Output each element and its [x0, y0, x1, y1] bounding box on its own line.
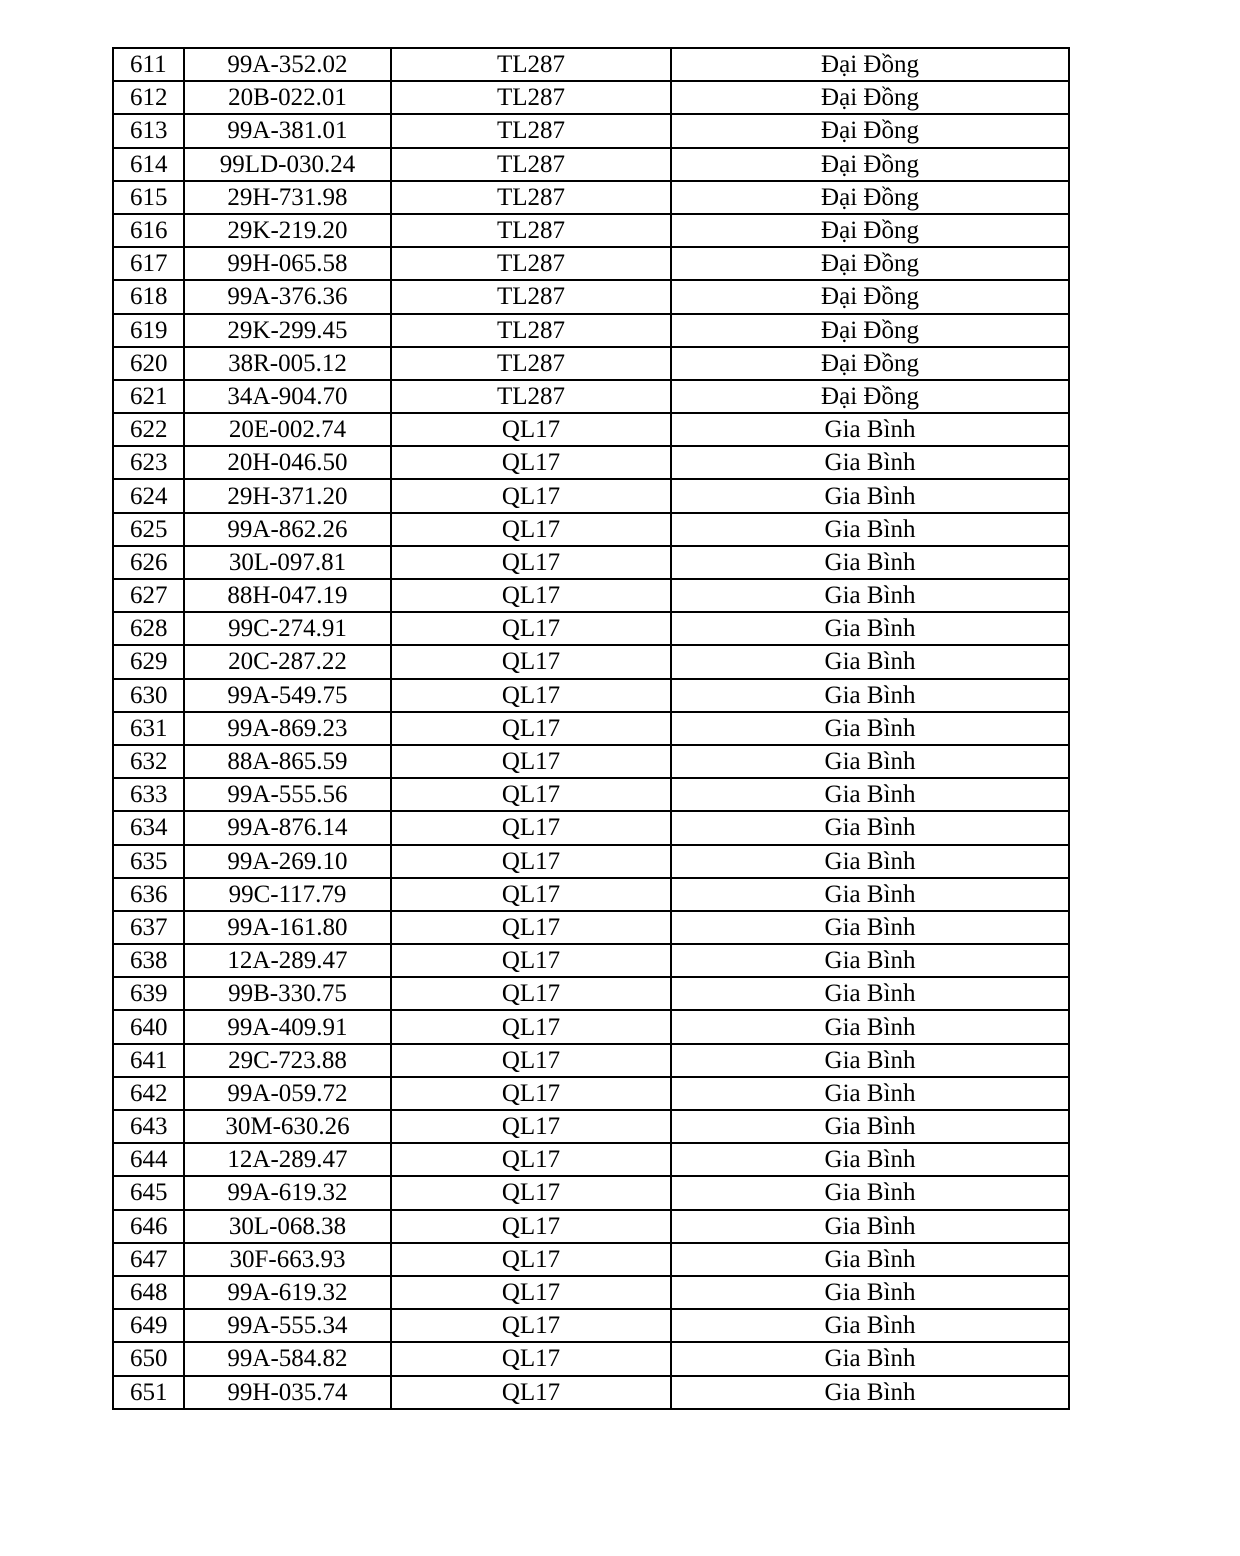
vehicle-table: [112, 47, 1070, 1410]
location-cell: Gia Bình: [671, 679, 1069, 712]
location-cell: Gia Bình: [671, 977, 1069, 1010]
license-plate-cell: 29H-371.20: [184, 479, 391, 512]
license-plate-cell: 99A-619.32: [184, 1276, 391, 1309]
road-cell: QL17: [391, 1143, 671, 1176]
road-cell: QL17: [391, 1276, 671, 1309]
road-cell: QL17: [391, 479, 671, 512]
table-row: [113, 944, 1069, 977]
location-cell: Đại Đồng: [671, 148, 1069, 181]
license-plate-cell: 99A-059.72: [184, 1077, 391, 1110]
table-row: [113, 214, 1069, 247]
row-number-cell: 645: [113, 1176, 184, 1209]
location-cell: Gia Bình: [671, 645, 1069, 678]
license-plate-cell: 30L-068.38: [184, 1210, 391, 1243]
location-cell: Đại Đồng: [671, 114, 1069, 147]
license-plate-cell: 99A-549.75: [184, 679, 391, 712]
license-plate-cell: 99A-862.26: [184, 513, 391, 546]
table-row: [113, 81, 1069, 114]
row-number-cell: 621: [113, 380, 184, 413]
row-number-cell: 648: [113, 1276, 184, 1309]
road-cell: TL287: [391, 114, 671, 147]
road-cell: TL287: [391, 347, 671, 380]
location-cell: Gia Bình: [671, 579, 1069, 612]
license-plate-cell: 99A-409.91: [184, 1010, 391, 1043]
license-plate-cell: 20C-287.22: [184, 645, 391, 678]
table-body: [113, 48, 1069, 1409]
row-number-cell: 612: [113, 81, 184, 114]
table-row: [113, 413, 1069, 446]
row-number-cell: 646: [113, 1210, 184, 1243]
location-cell: Gia Bình: [671, 479, 1069, 512]
row-number-cell: 637: [113, 911, 184, 944]
license-plate-cell: 20B-022.01: [184, 81, 391, 114]
row-number-cell: 611: [113, 48, 184, 81]
table-row: [113, 1077, 1069, 1110]
location-cell: Gia Bình: [671, 1044, 1069, 1077]
row-number-cell: 641: [113, 1044, 184, 1077]
road-cell: QL17: [391, 1342, 671, 1375]
row-number-cell: 632: [113, 745, 184, 778]
location-cell: Đại Đồng: [671, 280, 1069, 313]
table-row: [113, 745, 1069, 778]
road-cell: QL17: [391, 911, 671, 944]
location-cell: Gia Bình: [671, 446, 1069, 479]
row-number-cell: 649: [113, 1309, 184, 1342]
license-plate-cell: 99H-065.58: [184, 247, 391, 280]
table-row: [113, 380, 1069, 413]
license-plate-cell: 99A-555.34: [184, 1309, 391, 1342]
location-cell: Đại Đồng: [671, 181, 1069, 214]
table-row: [113, 1210, 1069, 1243]
license-plate-cell: 20E-002.74: [184, 413, 391, 446]
road-cell: QL17: [391, 811, 671, 844]
table-row: [113, 114, 1069, 147]
table-row: [113, 347, 1069, 380]
row-number-cell: 643: [113, 1110, 184, 1143]
row-number-cell: 616: [113, 214, 184, 247]
road-cell: TL287: [391, 181, 671, 214]
license-plate-cell: 29C-723.88: [184, 1044, 391, 1077]
location-cell: Đại Đồng: [671, 347, 1069, 380]
location-cell: Gia Bình: [671, 1309, 1069, 1342]
license-plate-cell: 99A-376.36: [184, 280, 391, 313]
road-cell: QL17: [391, 579, 671, 612]
row-number-cell: 615: [113, 181, 184, 214]
license-plate-cell: 99B-330.75: [184, 977, 391, 1010]
row-number-cell: 630: [113, 679, 184, 712]
location-cell: Gia Bình: [671, 1210, 1069, 1243]
license-plate-cell: 12A-289.47: [184, 1143, 391, 1176]
location-cell: Đại Đồng: [671, 214, 1069, 247]
road-cell: QL17: [391, 977, 671, 1010]
location-cell: Gia Bình: [671, 811, 1069, 844]
road-cell: QL17: [391, 1243, 671, 1276]
location-cell: Gia Bình: [671, 1143, 1069, 1176]
road-cell: TL287: [391, 380, 671, 413]
road-cell: QL17: [391, 1110, 671, 1143]
table-row: [113, 546, 1069, 579]
row-number-cell: 650: [113, 1342, 184, 1375]
road-cell: QL17: [391, 845, 671, 878]
license-plate-cell: 99A-584.82: [184, 1342, 391, 1375]
table-row: [113, 314, 1069, 347]
road-cell: TL287: [391, 247, 671, 280]
location-cell: Đại Đồng: [671, 314, 1069, 347]
location-cell: Đại Đồng: [671, 380, 1069, 413]
road-cell: QL17: [391, 778, 671, 811]
table-row: [113, 1276, 1069, 1309]
road-cell: QL17: [391, 679, 671, 712]
table-row: [113, 878, 1069, 911]
row-number-cell: 639: [113, 977, 184, 1010]
row-number-cell: 644: [113, 1143, 184, 1176]
location-cell: Đại Đồng: [671, 48, 1069, 81]
road-cell: TL287: [391, 280, 671, 313]
road-cell: QL17: [391, 745, 671, 778]
table-row: [113, 612, 1069, 645]
row-number-cell: 617: [113, 247, 184, 280]
license-plate-cell: 20H-046.50: [184, 446, 391, 479]
license-plate-cell: 29K-219.20: [184, 214, 391, 247]
table-row: [113, 977, 1069, 1010]
location-cell: Gia Bình: [671, 1376, 1069, 1409]
location-cell: Gia Bình: [671, 1243, 1069, 1276]
row-number-cell: 626: [113, 546, 184, 579]
location-cell: Gia Bình: [671, 944, 1069, 977]
road-cell: QL17: [391, 1010, 671, 1043]
row-number-cell: 633: [113, 778, 184, 811]
table-row: [113, 280, 1069, 313]
row-number-cell: 625: [113, 513, 184, 546]
table-row: [113, 679, 1069, 712]
table-row: [113, 446, 1069, 479]
license-plate-cell: 99A-555.56: [184, 778, 391, 811]
location-cell: Gia Bình: [671, 712, 1069, 745]
road-cell: QL17: [391, 1376, 671, 1409]
road-cell: QL17: [391, 413, 671, 446]
row-number-cell: 620: [113, 347, 184, 380]
license-plate-cell: 34A-904.70: [184, 380, 391, 413]
road-cell: QL17: [391, 612, 671, 645]
location-cell: Gia Bình: [671, 612, 1069, 645]
license-plate-cell: 99A-869.23: [184, 712, 391, 745]
location-cell: Đại Đồng: [671, 81, 1069, 114]
row-number-cell: 624: [113, 479, 184, 512]
license-plate-cell: 38R-005.12: [184, 347, 391, 380]
license-plate-cell: 99H-035.74: [184, 1376, 391, 1409]
row-number-cell: 631: [113, 712, 184, 745]
row-number-cell: 618: [113, 280, 184, 313]
road-cell: QL17: [391, 546, 671, 579]
location-cell: Gia Bình: [671, 778, 1069, 811]
table-row: [113, 247, 1069, 280]
table-row: [113, 645, 1069, 678]
license-plate-cell: 99A-269.10: [184, 845, 391, 878]
table-row: [113, 1309, 1069, 1342]
license-plate-cell: 99C-117.79: [184, 878, 391, 911]
road-cell: TL287: [391, 148, 671, 181]
table-row: [113, 513, 1069, 546]
row-number-cell: 613: [113, 114, 184, 147]
road-cell: QL17: [391, 1309, 671, 1342]
table-row: [113, 1010, 1069, 1043]
road-cell: QL17: [391, 1210, 671, 1243]
table-row: [113, 1243, 1069, 1276]
location-cell: Gia Bình: [671, 911, 1069, 944]
road-cell: TL287: [391, 314, 671, 347]
table-row: [113, 579, 1069, 612]
table-row: [113, 845, 1069, 878]
row-number-cell: 614: [113, 148, 184, 181]
road-cell: QL17: [391, 712, 671, 745]
location-cell: Gia Bình: [671, 845, 1069, 878]
license-plate-cell: 99A-161.80: [184, 911, 391, 944]
row-number-cell: 642: [113, 1077, 184, 1110]
table-row: [113, 1044, 1069, 1077]
table-row: [113, 1176, 1069, 1209]
road-cell: QL17: [391, 513, 671, 546]
license-plate-cell: 99LD-030.24: [184, 148, 391, 181]
road-cell: QL17: [391, 944, 671, 977]
table-row: [113, 811, 1069, 844]
table-row: [113, 1376, 1069, 1409]
road-cell: QL17: [391, 446, 671, 479]
row-number-cell: 635: [113, 845, 184, 878]
location-cell: Gia Bình: [671, 878, 1069, 911]
location-cell: Gia Bình: [671, 513, 1069, 546]
row-number-cell: 628: [113, 612, 184, 645]
table-row: [113, 911, 1069, 944]
license-plate-cell: 88H-047.19: [184, 579, 391, 612]
row-number-cell: 651: [113, 1376, 184, 1409]
table-row: [113, 148, 1069, 181]
license-plate-cell: 99A-381.01: [184, 114, 391, 147]
road-cell: QL17: [391, 1176, 671, 1209]
location-cell: Gia Bình: [671, 1176, 1069, 1209]
table-row: [113, 181, 1069, 214]
row-number-cell: 629: [113, 645, 184, 678]
location-cell: Gia Bình: [671, 413, 1069, 446]
table-row: [113, 48, 1069, 81]
table-row: [113, 1143, 1069, 1176]
license-plate-cell: 29K-299.45: [184, 314, 391, 347]
location-cell: Gia Bình: [671, 1077, 1069, 1110]
location-cell: Gia Bình: [671, 546, 1069, 579]
table-row: [113, 778, 1069, 811]
location-cell: Gia Bình: [671, 1110, 1069, 1143]
table-row: [113, 712, 1069, 745]
road-cell: TL287: [391, 48, 671, 81]
license-plate-cell: 29H-731.98: [184, 181, 391, 214]
location-cell: Đại Đồng: [671, 247, 1069, 280]
row-number-cell: 619: [113, 314, 184, 347]
row-number-cell: 638: [113, 944, 184, 977]
location-cell: Gia Bình: [671, 1276, 1069, 1309]
license-plate-cell: 99A-876.14: [184, 811, 391, 844]
row-number-cell: 647: [113, 1243, 184, 1276]
row-number-cell: 623: [113, 446, 184, 479]
license-plate-cell: 30L-097.81: [184, 546, 391, 579]
location-cell: Gia Bình: [671, 1342, 1069, 1375]
license-plate-cell: 12A-289.47: [184, 944, 391, 977]
license-plate-cell: 88A-865.59: [184, 745, 391, 778]
license-plate-cell: 99A-352.02: [184, 48, 391, 81]
road-cell: QL17: [391, 645, 671, 678]
road-cell: QL17: [391, 878, 671, 911]
license-plate-cell: 99C-274.91: [184, 612, 391, 645]
road-cell: TL287: [391, 214, 671, 247]
table-row: [113, 479, 1069, 512]
license-plate-cell: 99A-619.32: [184, 1176, 391, 1209]
license-plate-cell: 30F-663.93: [184, 1243, 391, 1276]
row-number-cell: 636: [113, 878, 184, 911]
table-row: [113, 1110, 1069, 1143]
license-plate-cell: 30M-630.26: [184, 1110, 391, 1143]
location-cell: Gia Bình: [671, 745, 1069, 778]
road-cell: TL287: [391, 81, 671, 114]
road-cell: QL17: [391, 1077, 671, 1110]
table-row: [113, 1342, 1069, 1375]
row-number-cell: 634: [113, 811, 184, 844]
row-number-cell: 627: [113, 579, 184, 612]
road-cell: QL17: [391, 1044, 671, 1077]
row-number-cell: 622: [113, 413, 184, 446]
location-cell: Gia Bình: [671, 1010, 1069, 1043]
row-number-cell: 640: [113, 1010, 184, 1043]
